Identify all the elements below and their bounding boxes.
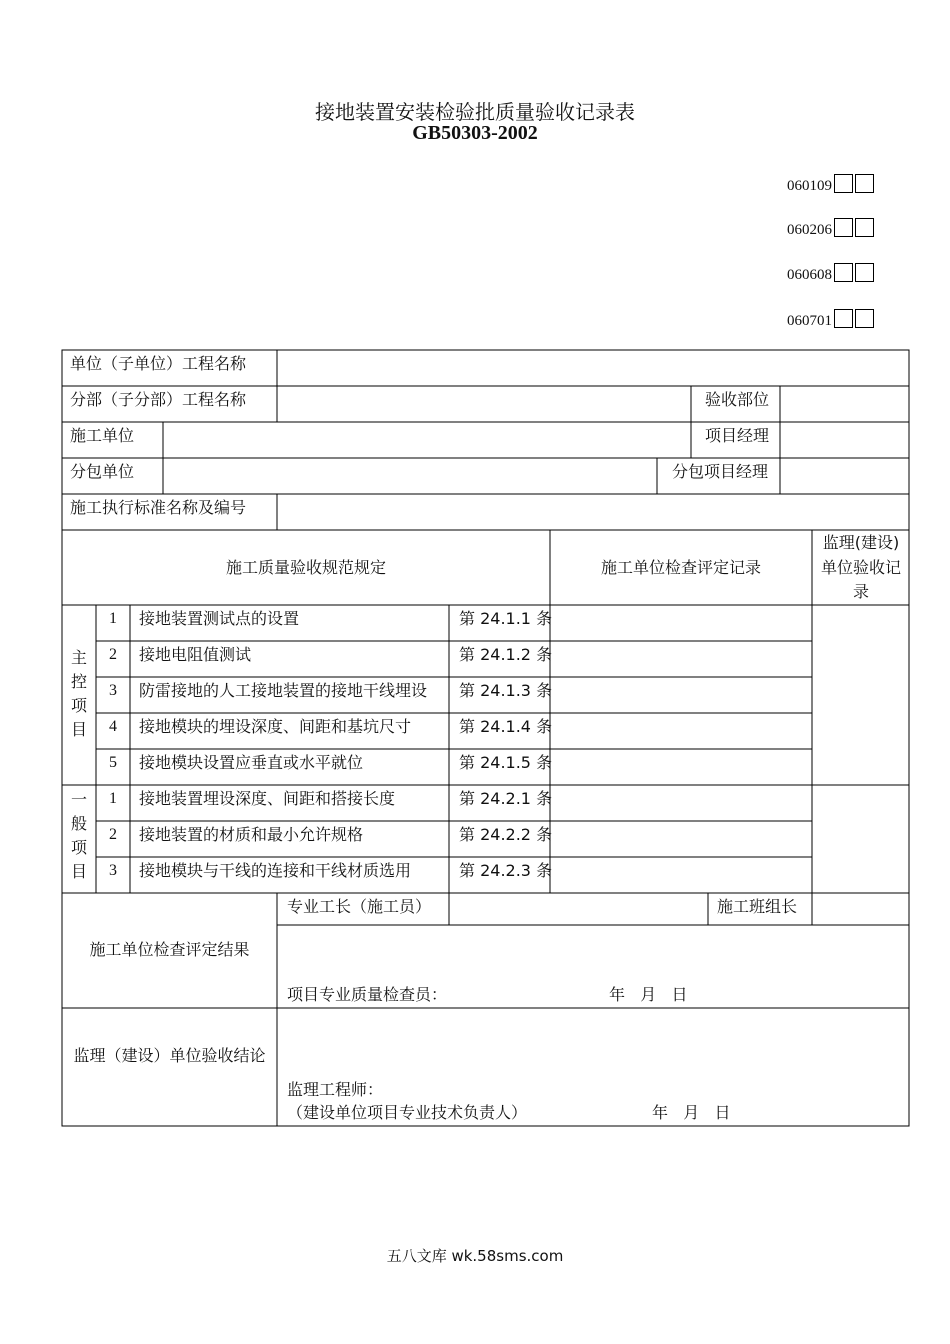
col-spec: 施工质量验收规范规定: [225, 558, 386, 577]
label-supervision-conclusion: 监理（建设）单位验收结论: [73, 1046, 266, 1065]
code-number: 060608: [787, 267, 832, 283]
row-number: 2: [109, 826, 117, 843]
row-clause: 第 24.1.4 条: [459, 717, 553, 736]
row-number: 5: [109, 754, 117, 771]
label-foreman: 专业工长（施工员）: [287, 897, 432, 916]
row-clause: 第 24.1.1 条: [459, 609, 553, 628]
label-unit-project-name: 单位（子单位）工程名称: [70, 354, 247, 373]
row-clause: 第 24.2.2 条: [459, 825, 553, 844]
row-item-name: 接地模块的埋设深度、间距和基坑尺寸: [139, 717, 412, 736]
label-subcontract-manager: 分包项目经理: [672, 462, 769, 481]
standard-code: GB50303-2002: [412, 122, 538, 144]
row-item-name: 防雷接地的人工接地装置的接地干线埋设: [139, 681, 428, 700]
row-clause: 第 24.1.2 条: [459, 645, 553, 664]
row-number: 2: [109, 646, 117, 663]
date-check: 年 月 日: [609, 985, 688, 1004]
row-item-name: 接地模块设置应垂直或水平就位: [139, 753, 364, 772]
row-item-name: 接地装置埋设深度、间距和搭接长度: [139, 789, 396, 808]
label-standard-name: 施工执行标准名称及编号: [70, 498, 247, 517]
label-sub-project-name: 分部（子分部）工程名称: [70, 390, 247, 409]
col-supervision: 监理(建设)单位验收记录: [820, 533, 901, 601]
group-main-items: 主控项目: [70, 648, 87, 739]
row-item-name: 接地装置的材质和最小允许规格: [139, 825, 364, 844]
row-clause: 第 24.2.3 条: [459, 861, 553, 880]
row-number: 3: [109, 862, 117, 879]
row-number: 3: [109, 682, 117, 699]
code-number: 060701: [787, 313, 832, 329]
label-owner-representative: （建设单位项目专业技术负责人）: [287, 1103, 528, 1122]
label-supervision-engineer: 监理工程师：: [287, 1080, 384, 1099]
row-clause: 第 24.2.1 条: [459, 789, 553, 808]
label-construction-unit: 施工单位: [70, 426, 135, 445]
code-number: 060109: [787, 178, 832, 194]
row-item-name: 接地电阻值测试: [139, 645, 252, 664]
label-subcontract-unit: 分包单位: [70, 462, 135, 481]
row-clause: 第 24.1.5 条: [459, 753, 553, 772]
date-conclusion: 年 月 日: [652, 1103, 731, 1122]
group-general-items: 一般项目: [70, 790, 87, 881]
form-title: 接地装置安装检验批质量验收记录表: [315, 100, 635, 124]
label-team-leader: 施工班组长: [717, 897, 798, 916]
label-acceptance-part: 验收部位: [705, 390, 770, 409]
label-project-manager: 项目经理: [705, 426, 770, 445]
row-item-name: 接地模块与干线的连接和干线材质选用: [139, 861, 412, 880]
col-check-record: 施工单位检查评定记录: [600, 558, 761, 577]
code-number: 060206: [787, 222, 832, 238]
row-number: 1: [109, 610, 117, 627]
row-clause: 第 24.1.3 条: [459, 681, 553, 700]
label-quality-inspector: 项目专业质量检查员：: [287, 985, 448, 1004]
footer-watermark: 五八文库 wk.58sms.com: [386, 1247, 564, 1265]
row-item-name: 接地装置测试点的设置: [139, 609, 300, 628]
label-check-result: 施工单位检查评定结果: [89, 940, 250, 959]
row-number: 4: [109, 718, 117, 735]
row-number: 1: [109, 790, 117, 807]
